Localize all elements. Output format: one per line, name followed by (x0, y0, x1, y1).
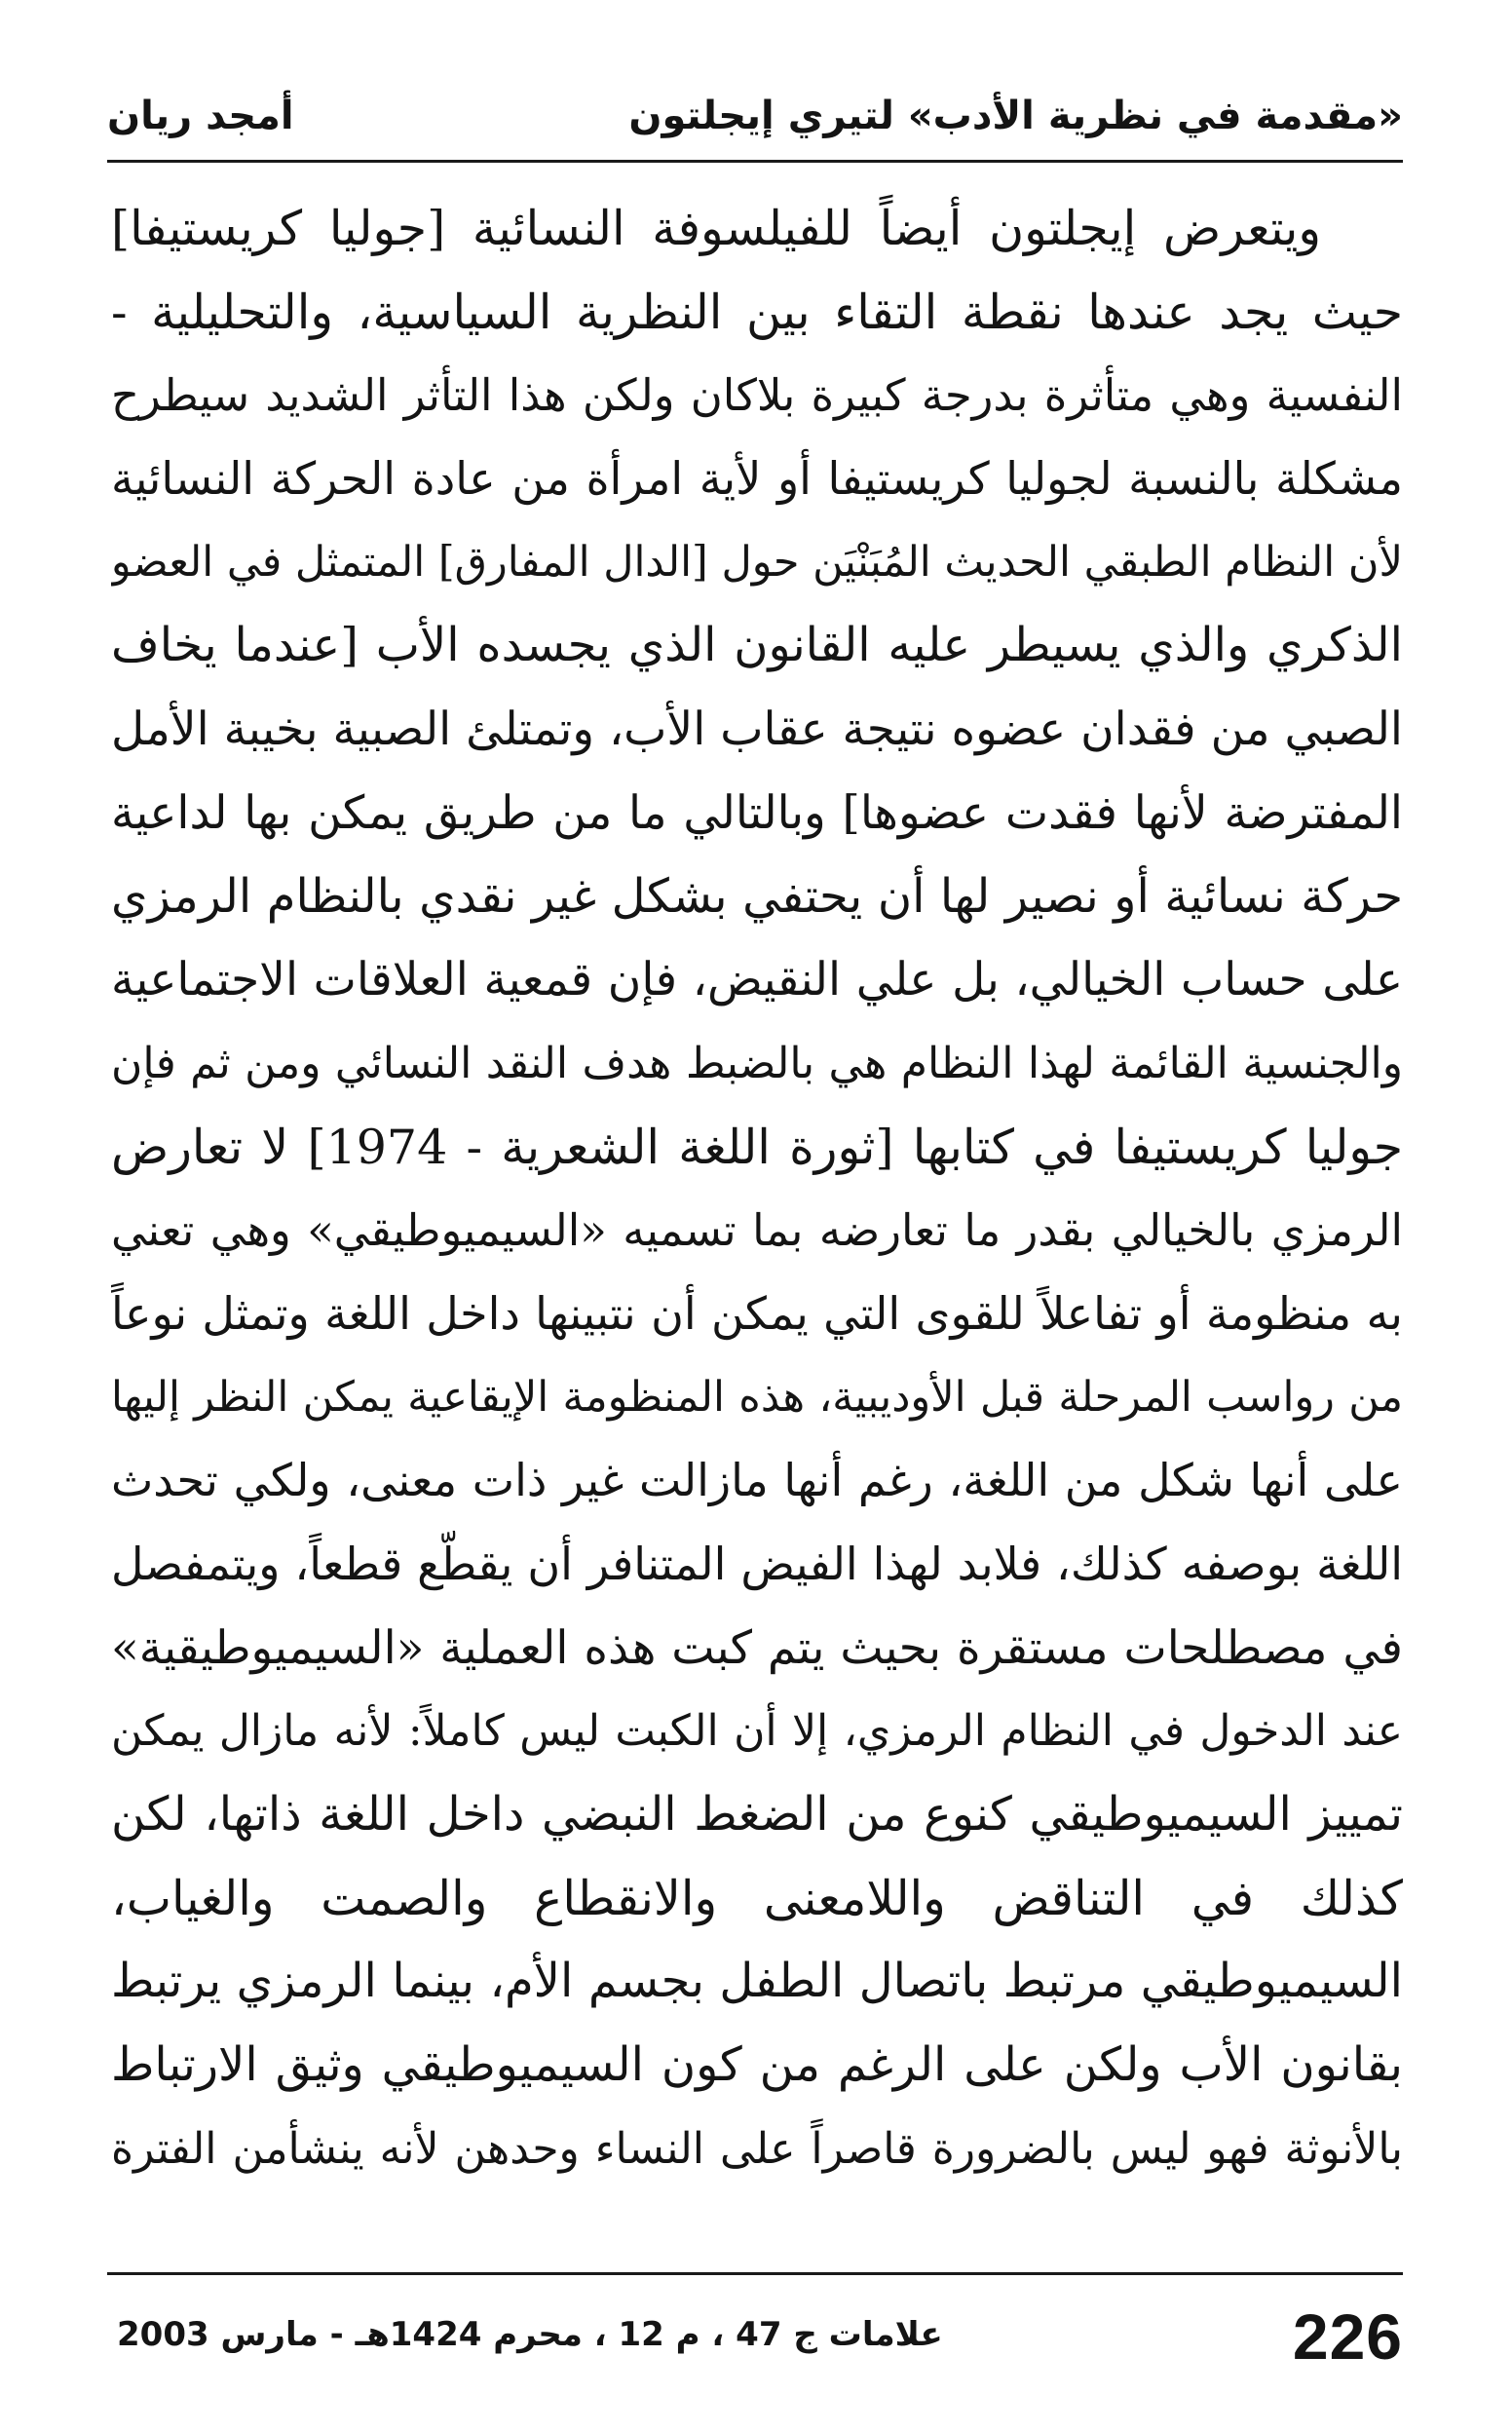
text-line: لأن النظام الطبقي الحديث المُبَنْيَن حول [الدال المفارق] المتمثل في العضو (111, 537, 1403, 587)
text-line: كذلك في التناقض واللامعنى والانقطاع والصمت والغياب، (111, 1870, 1403, 1926)
text-line: من رواسب المرحلة قبل الأوديبية، هذه المنظومة الإيقاعية يمكن النظر إليها (111, 1372, 1403, 1422)
journal-issue-info: علامات ج 47 ، م 12 ، محرم 1424هـ - مارس 2003 (117, 2315, 943, 2354)
text-line: به منظومة أو تفاعلاً للقوى التي يمكن أن نتبينها داخل اللغة وتمثل نوعاً (111, 1286, 1403, 1340)
body-text (111, 187, 1403, 2191)
text-line: الذكري والذي يسيطر عليه القانون الذي يجسده الأب [عندما يخاف (111, 618, 1403, 673)
text-line: اللغة بوصفه كذلك، فلابد لهذا الفيض المتنافر أن يقطّع قطعاً، ويتمفصل (111, 1538, 1403, 1590)
text-line: ويتعرض إيجلتون أيضاً للفيلسوفة النسائية [جوليا كريستيفا] (111, 201, 1321, 256)
text-line: بقانون الأب ولكن على الرغم من كون السيميوطيقي وثيق الارتباط (111, 2037, 1403, 2093)
page-header (107, 86, 1403, 152)
text-line: النفسية وهي متأثرة بدرجة كبيرة بلاكان ولكن هذا التأثر الشديد سيطرح (111, 369, 1403, 422)
text-line: والجنسية القائمة لهذا النظام هي بالضبط هدف النقد النسائي ومن ثم فإن (111, 1038, 1403, 1088)
text-line: السيميوطيقي مرتبط باتصال الطفل بجسم الأم، بينما الرمزي يرتبط (111, 1954, 1403, 2009)
text-line: على حساب الخيالي، بل علي النقيض، فإن قمعية العلاقات الاجتماعية (111, 953, 1403, 1007)
text-line: عند الدخول في النظام الرمزي، إلا أن الكبت ليس كاملاً: لأنه مازال يمكن (111, 1706, 1403, 1757)
text-line: على أنها شكل من اللغة، رغم أنها مازالت غير ذات معنى، ولكي تحدث (111, 1454, 1403, 1507)
text-line: مشكلة بالنسبة لجوليا كريستيفا أو لأية امرأة من عادة الحركة النسائية (111, 452, 1403, 506)
header-rule (107, 160, 1403, 163)
running-title: «مقدمة في نظرية الأدب» لتيري إيجلتون (628, 94, 1403, 138)
footer-rule (107, 2272, 1403, 2275)
text-line: الرمزي بالخيالي بقدر ما تعارضه بما تسميه «السيميوطيقي» وهي تعني (111, 1204, 1403, 1257)
text-line: حركة نسائية أو نصير لها أن يحتفي بشكل غير نقدي بالنظام الرمزي (111, 868, 1403, 924)
text-line: بالأنوثة فهو ليس بالضرورة قاصراً على النساء وحدهن لأنه ينشأمن الفترة (111, 2123, 1403, 2174)
text-line: تمييز السيميوطيقي كنوع من الضغط النبضي داخل اللغة ذاتها، لكن (111, 1787, 1403, 1843)
text-line: حيث يجد عندها نقطة التقاء بين النظرية السياسية، والتحليلية - (111, 284, 1403, 340)
page-number: 226 (1292, 2300, 1403, 2373)
text-line: الصبي من فقدان عضوه نتيجة عقاب الأب، وتمتلئ الصبية بخيبة الأمل (111, 703, 1403, 757)
text-line: جوليا كريستيفا في كتابها [ثورة اللغة الشعرية - 1974] لا تعارض (111, 1119, 1403, 1175)
text-line: المفترضة لأنها فقدت عضوها] وبالتالي ما من طريق يمكن بها لداعية (111, 785, 1403, 840)
text-line: في مصطلحات مستقرة بحيث يتم كبت هذه العملية «السيميوطيقية» (111, 1620, 1403, 1675)
running-author: أمجد ريان (107, 94, 294, 138)
